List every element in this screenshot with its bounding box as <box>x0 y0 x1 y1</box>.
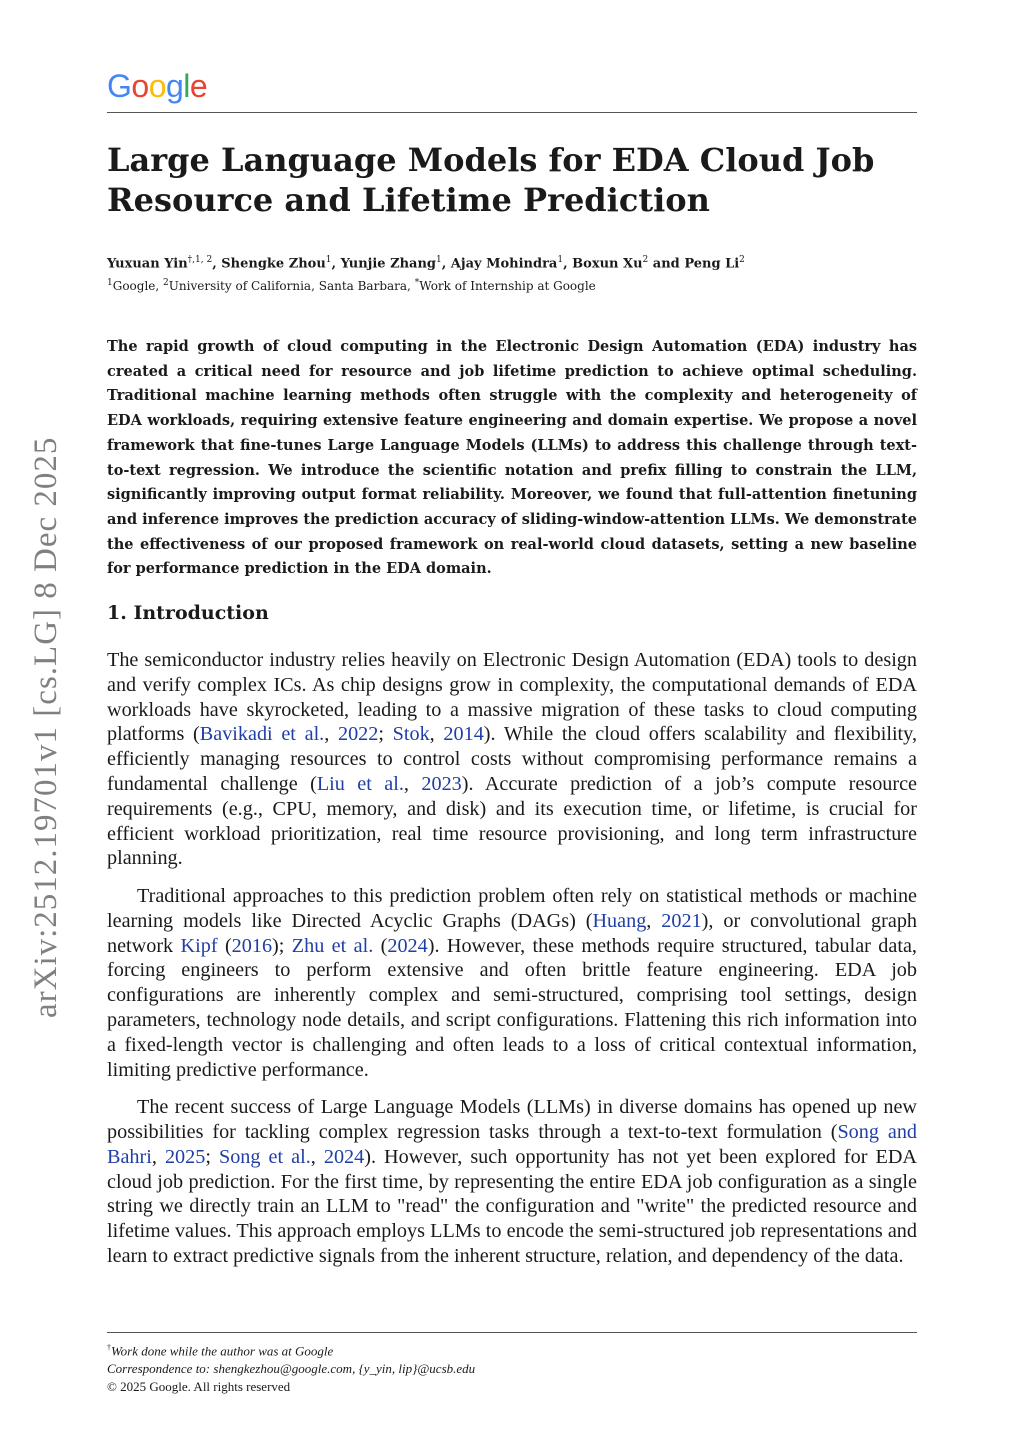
citation-link[interactable]: Song et al. <box>218 1145 311 1168</box>
citation-link[interactable]: 2023 <box>421 772 462 795</box>
body-paragraph: Traditional approaches to this prediction problem often rely on statistical methods or machine learning models like Directed Acyclic Graphs (DAGs) (Huang, 2021), or convolutional graph network Kipf (2016); Zhu et al. (2024). However, these methods require structured, tabular data, forcing engineers to perform extensive and often brittle feature engineering. EDA job configurations are inherently complex and semi-structured, comprising tool settings, design parameters, technology node details, and script configurations. Flattening this rich information into a fixed-length vector is challenging and often leads to a loss of critical contextual information, limiting predictive performance. <box>107 884 918 1081</box>
citation-link[interactable]: 2024 <box>323 1145 365 1168</box>
abstract: The rapid growth of cloud computing in the Electronic Design Automation (EDA) industry has created a critical need for resource and job lifetime prediction to achieve optimal scheduling. Traditional machine learning methods often struggle with the complexity and heterogeneity of EDA workloads, requiring extensive feature engineering and domain expertise. We propose a novel framework that fine-tunes Large Language Models (LLMs) to address this challenge through text-to-text regression. We introduce the scientific notation and prefix filling to constrain the LLM, significantly improving output format reliability. Moreover, we found that full-attention finetuning and inference improves the prediction accuracy of sliding-window-attention LLMs. We demonstrate the effectiveness of our proposed framework on real-world cloud datasets, setting a new baseline for performance prediction in the EDA domain. <box>107 338 917 578</box>
citation-link[interactable]: Huang <box>592 909 647 932</box>
citation-link[interactable]: 2024 <box>387 934 428 957</box>
logo-letter: o <box>131 68 149 104</box>
logo-letter: G <box>107 68 132 104</box>
citation-link[interactable]: 2021 <box>661 909 702 932</box>
citation-link[interactable]: Zhu et al. <box>291 934 374 957</box>
author-name: Ajay Mohindra <box>450 256 558 272</box>
citation-link[interactable]: 2025 <box>164 1145 206 1168</box>
footnotes <box>107 1339 917 1396</box>
body-paragraph: The semiconductor industry relies heavily on Electronic Design Automation (EDA) tools to design and verify complex ICs. As chip designs grow in complexity, the computational demands of EDA workloads have skyrocketed, leading to a massive migration of these tasks to cloud computing platforms (Bavikadi et al., 2022; Stok, 2014). While the cloud offers scalability and flexibility, efficiently managing resources to control costs without compromising performance remains a fundamental challenge (Liu et al., 2023). Accurate prediction of a job’s compute resource requirements (e.g., CPU, memory, and disk) and its execution time, or lifetime, is crucial for efficient workload prioritization, real time resource provisioning, and long term infrastructure planning. <box>107 649 918 870</box>
logo-letter: g <box>165 68 184 104</box>
arxiv-identifier: arXiv:2512.19701v1 [cs.LG] 8 Dec 2025 <box>28 436 64 1018</box>
author-name: Shengke Zhou <box>221 256 326 272</box>
author-name: Yuxuan Yin <box>107 256 188 272</box>
affiliation-text: Google, <box>112 279 164 293</box>
affiliation-mark: 1 <box>107 278 113 288</box>
affiliation-mark: * <box>414 278 420 288</box>
author-affiliation-mark: †,1, 2 <box>187 255 213 265</box>
affiliation-mark: 2 <box>163 278 169 288</box>
author-name: Boxun Xu <box>572 256 643 272</box>
body-paragraph: The recent success of Large Language Models (LLMs) in diverse domains has opened up new possibilities for tackling complex regression tasks through a text-to-text formulation (Song and Bahri, 2025; Song et al., 2024). However, such opportunity has not yet been explored for EDA cloud job prediction. For the first time, by representing the entire EDA job configuration as a single string we directly train an LLM to "read" the configuration and "write" the predicted resource and lifetime values. This approach employs LLMs to encode the semi-structured job representations and learn to extract predictive signals from the inherent structure, relation, and dependency of the data. <box>107 1096 917 1267</box>
footnote-divider <box>107 1332 917 1333</box>
author-affiliation-mark: 1 <box>436 255 442 265</box>
author-name: Yunjie Zhang <box>340 256 436 272</box>
footnote-copyright: © 2025 Google. All rights reserved <box>107 1379 291 1395</box>
footnote-work-done: †Work done while the author was at Google <box>107 1343 334 1359</box>
paper-title: Large Language Models for EDA Cloud Job Resource and Lifetime Prediction <box>107 141 875 219</box>
author-affiliation-mark: 2 <box>642 255 649 265</box>
citation-link[interactable]: Liu et al. <box>316 772 404 795</box>
footnote-correspondence: Correspondence to: shengkezhou@google.com, {y_yin, lip}@ucsb.edu <box>107 1361 476 1377</box>
affiliation-list <box>107 274 917 295</box>
author-list: Yuxuan Yin$^{\dagger,1, 2}$, Shengke Zhou$^1$, Yunjie Zhang$^1$, Ajay Mohindra$^1$, Boxun Xu$^2$ and Peng Li$^2$ <box>107 255 745 272</box>
affiliation-text: Work of Internship at Google <box>419 279 596 293</box>
header-divider <box>107 112 917 113</box>
author-affiliation-mark: 1 <box>325 255 332 265</box>
author-name: Peng Li <box>684 256 740 272</box>
citation-link[interactable]: 2016 <box>231 934 273 957</box>
logo-letter: o <box>148 68 166 104</box>
citation-link[interactable]: 2022 <box>337 723 379 746</box>
section-heading-introduction: 1. Introduction <box>107 602 269 624</box>
google-logo <box>107 70 207 102</box>
logo-letter: l <box>183 68 190 104</box>
logo-letter: e <box>189 68 208 104</box>
author-affiliation-mark: 2 <box>739 255 745 265</box>
affiliation-text: University of California, Santa Barbara, <box>168 279 415 293</box>
citation-link[interactable]: Song and Bahri <box>107 1120 917 1168</box>
citation-link[interactable]: Kipf <box>180 934 218 957</box>
citation-link[interactable]: Bavikadi et al. <box>199 723 325 746</box>
introduction-body <box>107 648 917 1282</box>
citation-link[interactable]: 2014 <box>443 723 484 746</box>
author-affiliation-mark: 1 <box>557 255 564 265</box>
citation-link[interactable]: Stok <box>392 723 430 746</box>
